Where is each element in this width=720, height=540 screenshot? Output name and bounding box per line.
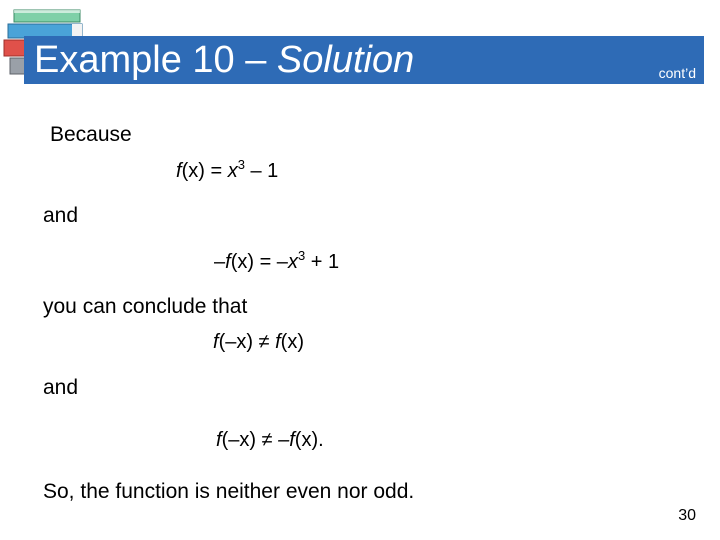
slide-title: Example 10 – Solution xyxy=(34,39,415,81)
conclusion-text: So, the function is neither even nor odd. xyxy=(43,480,415,503)
equation-f-negx-neq-fx: f(–x) ≠ f(x) xyxy=(213,331,304,353)
equation-neg-fx: $-f(x) = -x^3 + 1$ xyxy=(214,248,340,273)
page-number: 30 xyxy=(678,507,696,524)
equation-f-negx-neq-negfx: f(–x) ≠ –f(x). xyxy=(216,429,324,451)
and-text-2: and xyxy=(43,376,79,399)
and-text-1: and xyxy=(43,204,79,227)
because-text: Because xyxy=(50,123,132,146)
continued-label: cont’d xyxy=(658,65,696,81)
conclude-text: you can conclude that xyxy=(43,295,248,318)
equation-fx: $f(x) = x^3 - 1$ xyxy=(176,157,279,182)
